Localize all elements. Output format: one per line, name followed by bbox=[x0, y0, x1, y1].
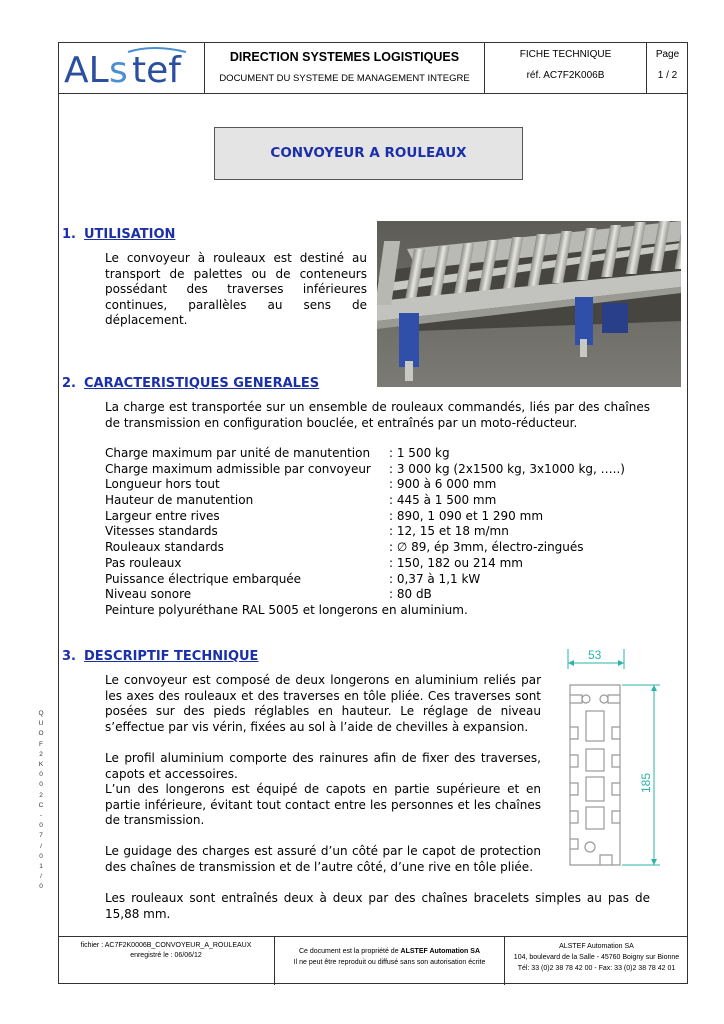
section-2-heading bbox=[62, 376, 319, 391]
section-number: 1. bbox=[62, 227, 76, 242]
spec-label: Charge maximum admissible par convoyeur bbox=[105, 461, 371, 476]
section-1-text: Le convoyeur à rouleaux est destiné au transport de palettes ou de conteneurs possédant des traverses inférieures continues, parallèles au sens de déplacement. bbox=[105, 251, 367, 328]
vertical-reference-char: O bbox=[38, 730, 44, 738]
page-label: Page bbox=[655, 49, 680, 60]
section-1-heading bbox=[62, 227, 175, 242]
section-2-text: La charge est transportée sur un ensemble de rouleaux commandés, liés par des chaînes de transmission en configuration bouclée, et entraînés par un moto-réducteur. bbox=[105, 400, 650, 430]
vertical-reference bbox=[37, 709, 45, 893]
spec-value: : 3 000 kg (2x1500 kg, 3x1000 kg, …..) bbox=[389, 461, 625, 476]
spec-label: Hauteur de manutention bbox=[105, 493, 254, 508]
footer-ownership-cell bbox=[275, 937, 505, 985]
document-title: CONVOYEUR A ROULEAUX bbox=[214, 127, 523, 180]
footer-owner-prefix: Ce document est la propriété de bbox=[298, 948, 401, 955]
aluminium-profile-drawing bbox=[560, 643, 672, 871]
vertical-reference-char: K bbox=[38, 761, 44, 769]
section-3-paragraph-1: Le convoyeur est composé de deux longerons en aluminium reliés par les axes des rouleaux et des traverses en tôle pliée. Ces traverses sont posées sur des pieds réglables en hauteur. Le réglage de niveau s’effectue par vis vérin, fixées au sol à l’aide de chevilles à expansion. bbox=[105, 673, 541, 734]
vertical-reference-char: Q bbox=[38, 710, 44, 717]
document-header bbox=[58, 42, 688, 94]
spec-value: : ∅ 89, ép 3mm, électro-zingués bbox=[389, 540, 584, 555]
section-3-paragraph-5: Les rouleaux sont entraînés deux à deux par des chaînes bracelets simples au pas de 15,88 mm. bbox=[105, 891, 650, 921]
spec-value: : 80 dB bbox=[389, 587, 432, 602]
spec-value: : 890, 1 090 et 1 290 mm bbox=[389, 508, 544, 523]
spec-value: : 150, 182 ou 214 mm bbox=[389, 555, 523, 570]
header-ref-cell bbox=[485, 42, 647, 94]
footer-no-copy: Il ne peut être reproduit ou diffusé sans son autorisation écrite bbox=[293, 959, 486, 966]
document-footer bbox=[58, 936, 688, 984]
footer-company: ALSTEF Automation SA bbox=[559, 943, 634, 950]
logo-cell bbox=[58, 42, 205, 94]
vertical-reference-char: 7 bbox=[39, 832, 43, 840]
profile-cross-section bbox=[560, 643, 672, 871]
section-3-paragraph-4: Le guidage des charges est assuré d’un côté par le capot de protection des chaînes de transmission et de l’autre côté, d’une rive en tôle pliée. bbox=[105, 844, 541, 874]
vertical-reference-char: 1 bbox=[39, 863, 43, 871]
spec-value: : 12, 15 et 18 m/mn bbox=[389, 524, 509, 539]
spec-value: : 1 500 kg bbox=[389, 446, 450, 460]
header-title: DIRECTION SYSTEMES LOGISTIQUES bbox=[229, 50, 460, 64]
conveyor-illustration bbox=[377, 221, 681, 387]
vertical-reference-char: - bbox=[39, 812, 43, 820]
vertical-reference-char: / bbox=[40, 873, 42, 881]
vertical-reference-char: / bbox=[40, 842, 42, 850]
alstef-logo bbox=[58, 42, 205, 94]
section-3-paragraph-2: Le profil aluminium comporte des rainures afin de fixer des traverses, capots et accessoires. bbox=[105, 751, 541, 781]
spec-label: Puissance électrique embarquée bbox=[105, 571, 302, 586]
svg-text:tef: tef bbox=[132, 50, 181, 91]
vertical-reference-char: C bbox=[38, 801, 44, 809]
fiche-label: FICHE TECHNIQUE bbox=[519, 49, 612, 60]
vertical-reference-char: F bbox=[39, 740, 43, 748]
spec-value: : 900 à 6 000 mm bbox=[389, 477, 497, 492]
spec-label: Longueur hors tout bbox=[105, 477, 220, 492]
paint-note: Peinture polyuréthane RAL 5005 et longerons en aluminium. bbox=[105, 602, 468, 617]
vertical-reference-char: 2 bbox=[39, 750, 43, 758]
svg-text:s: s bbox=[109, 50, 128, 91]
spec-label: Vitesses standards bbox=[105, 524, 218, 539]
spec-label: Charge maximum par unité de manutention bbox=[105, 446, 371, 460]
section-number: 3. bbox=[62, 649, 76, 664]
section-3-heading bbox=[62, 649, 258, 664]
vertical-reference-char: 0 bbox=[39, 883, 43, 891]
footer-company-cell bbox=[505, 937, 688, 985]
reference: réf. AC7F2K006B bbox=[526, 70, 605, 81]
header-page-cell bbox=[647, 42, 688, 94]
footer-registered: enregistré le : 06/06/12 bbox=[130, 952, 202, 959]
footer-owner-name: ALSTEF Automation SA bbox=[400, 948, 481, 955]
width-dimension: 53 bbox=[588, 648, 602, 662]
spec-label: Pas rouleaux bbox=[105, 555, 182, 570]
header-title-cell bbox=[205, 42, 485, 94]
vertical-reference-char: U bbox=[38, 720, 44, 728]
vertical-reference-char: 0 bbox=[39, 822, 43, 830]
spec-label: Niveau sonore bbox=[105, 587, 192, 602]
section-title: DESCRIPTIF TECHNIQUE bbox=[84, 649, 259, 664]
spec-label: Largeur entre rives bbox=[105, 508, 220, 523]
section-3-paragraph-3: L’un des longerons est équipé de capots en partie supérieure et en partie inférieure, évitant tout contact entre les personnes et les chaînes de transmission. bbox=[105, 782, 541, 828]
header-subtitle: DOCUMENT DU SYSTEME DE MANAGEMENT INTEGRE bbox=[219, 73, 470, 84]
height-dimension: 185 bbox=[639, 772, 653, 793]
footer-phone: Tél: 33 (0)2 38 78 42 00 - Fax: 33 (0)2 38 78 42 01 bbox=[517, 965, 676, 972]
section-title: CARACTERISTIQUES GENERALES bbox=[84, 376, 320, 391]
footer-file-cell bbox=[58, 937, 275, 985]
footer-address: 104, boulevard de la Salle - 45760 Boigny sur Bionne bbox=[513, 954, 680, 961]
section-number: 2. bbox=[62, 376, 76, 391]
footer-filename: fichier : AC7F2K0006B_CONVOYEUR_A_ROULEAUX bbox=[80, 942, 252, 949]
vertical-reference-char: 0 bbox=[39, 781, 43, 789]
spec-label: Rouleaux standards bbox=[105, 540, 224, 555]
conveyor-photo bbox=[377, 221, 681, 387]
vertical-reference-char: 2 bbox=[39, 791, 43, 799]
page-number: 1 / 2 bbox=[657, 70, 678, 81]
svg-text:AL: AL bbox=[64, 50, 109, 91]
vertical-reference-char: 0 bbox=[39, 771, 43, 779]
vertical-reference-char: 0 bbox=[39, 852, 43, 860]
spec-value: : 0,37 à 1,1 kW bbox=[389, 571, 481, 586]
spec-value: : 445 à 1 500 mm bbox=[389, 493, 497, 508]
section-title: UTILISATION bbox=[84, 227, 176, 242]
